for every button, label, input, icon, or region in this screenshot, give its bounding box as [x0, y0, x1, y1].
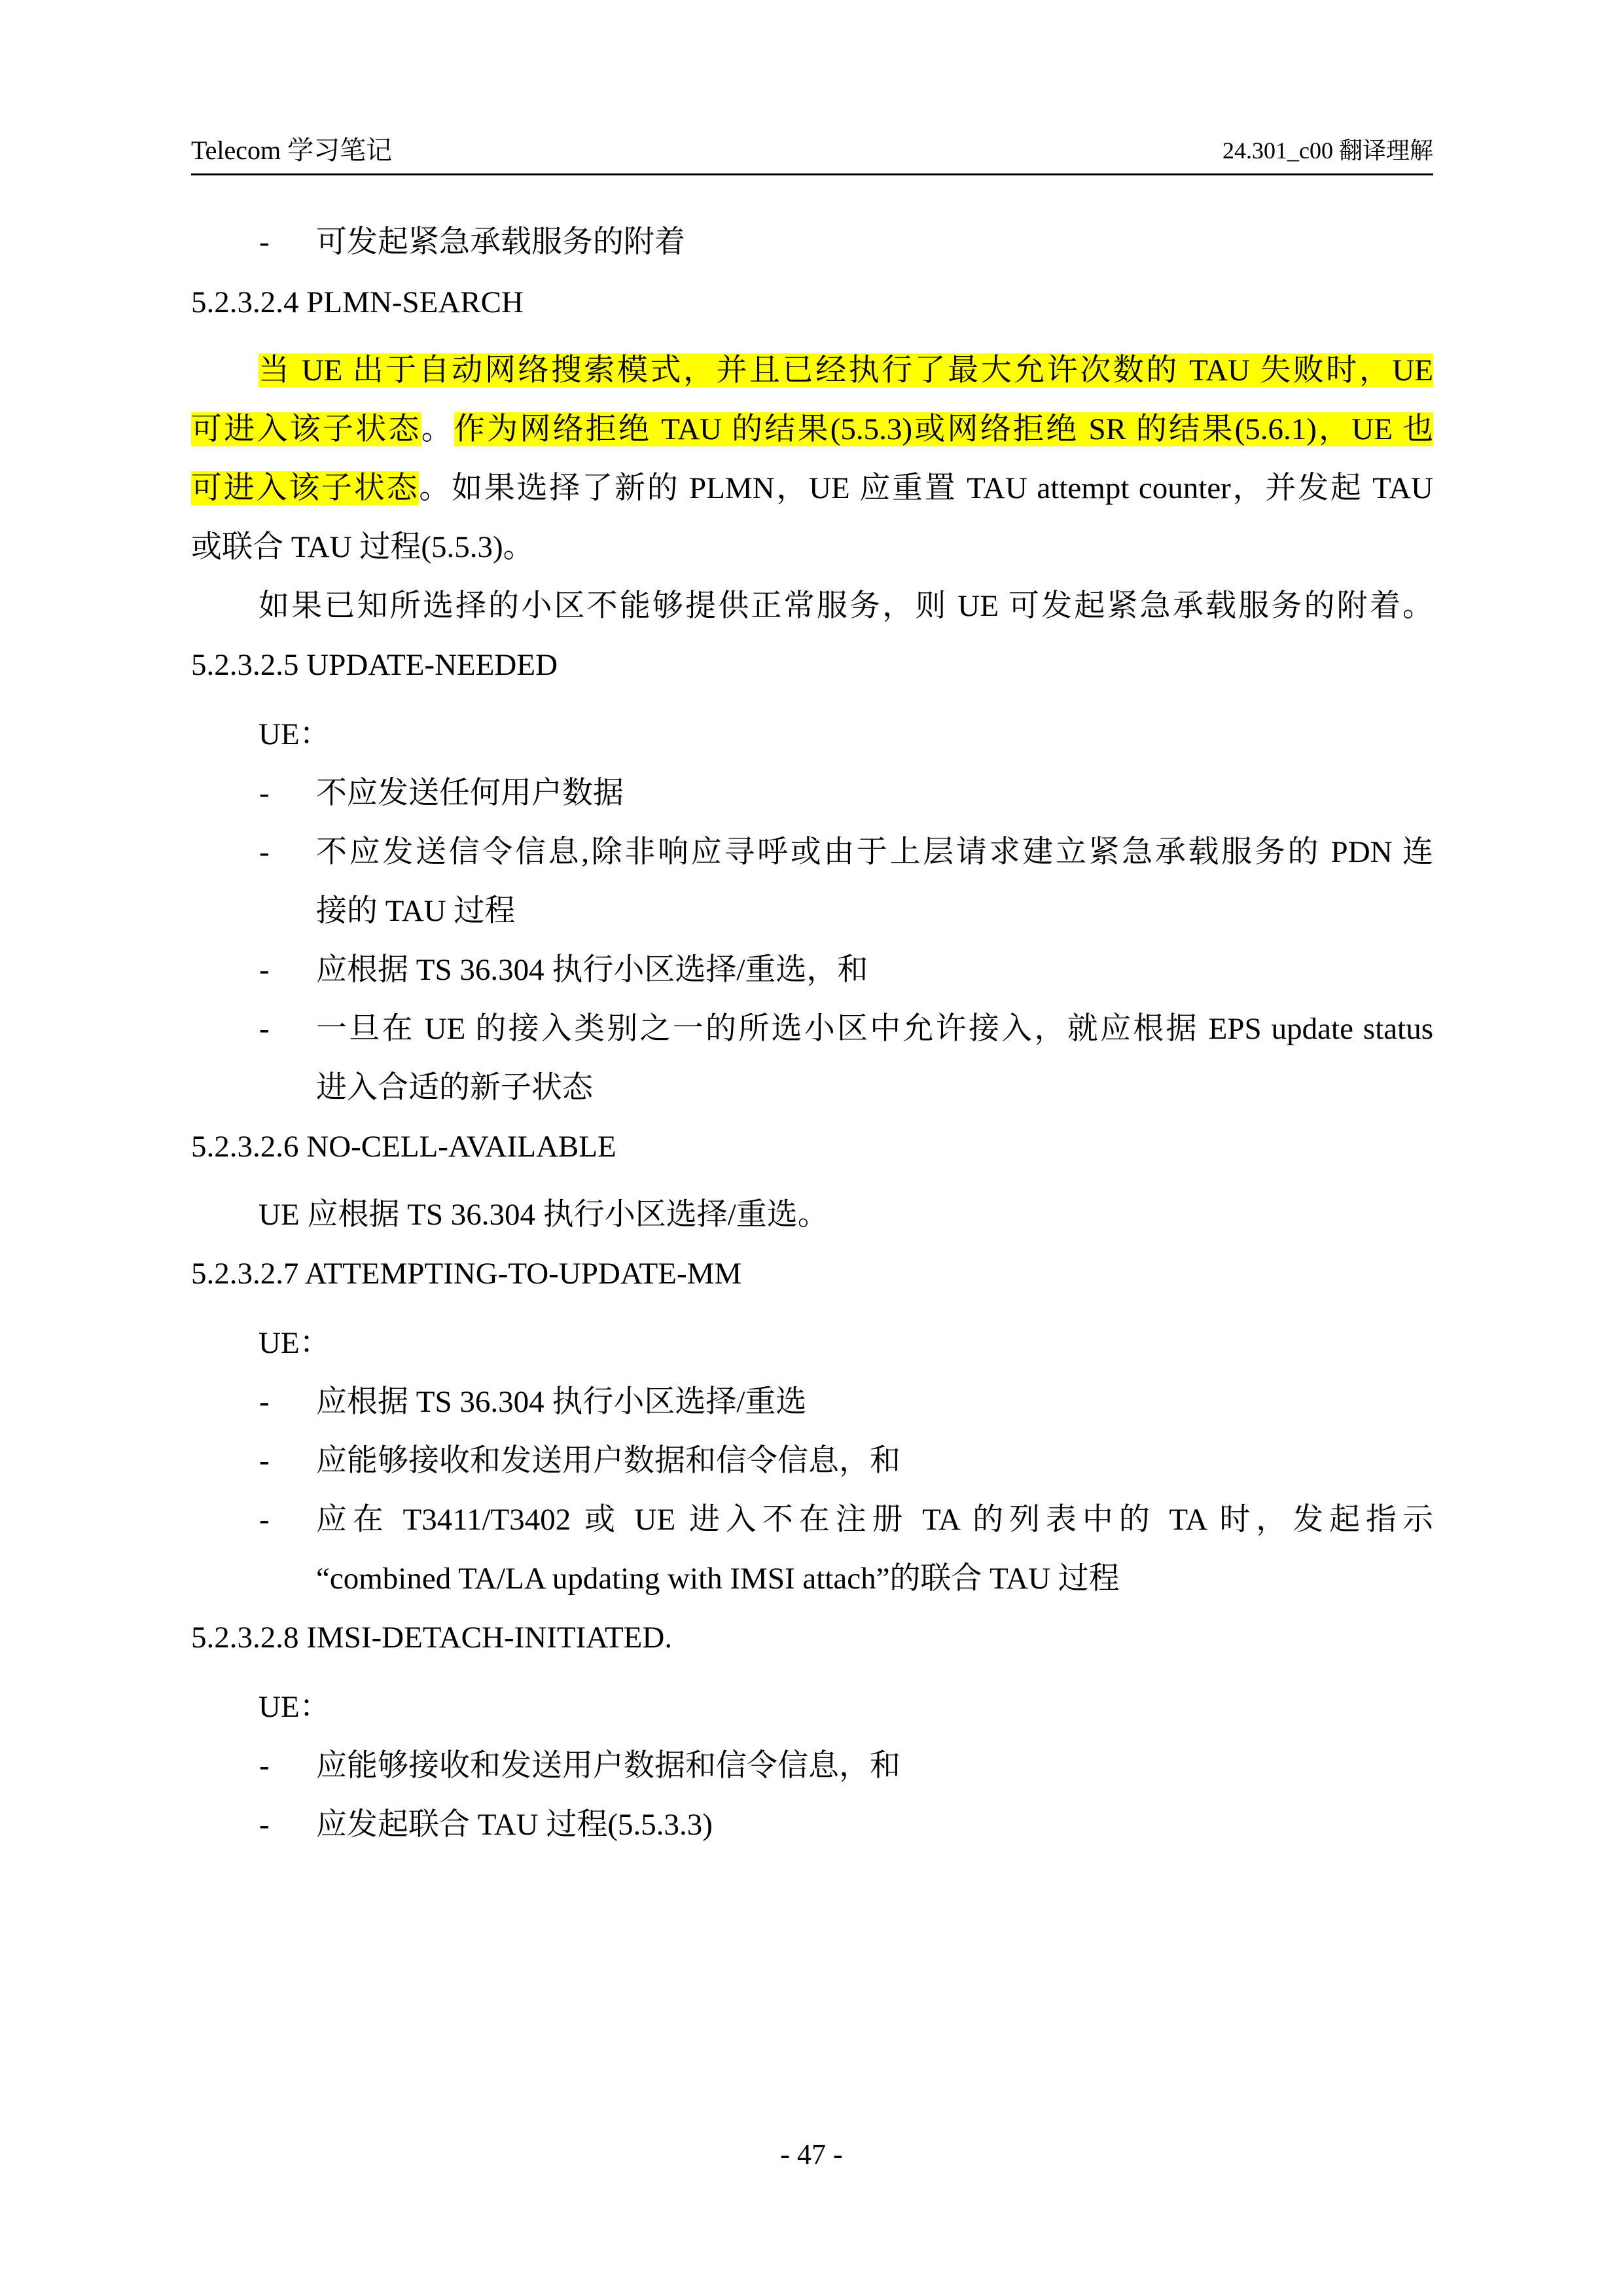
- header-doc-id: 24.301_c00 翻译理解: [1222, 137, 1433, 164]
- bullet-text-continued: 进入合适的新子状态: [316, 1071, 593, 1105]
- paragraph-text: 。: [421, 412, 454, 446]
- paragraph-text: 。如果选择了新的 PLMN，UE 应重置 TAU attempt counter，并发起 TAU: [419, 471, 1433, 505]
- page-number: - 47 -: [780, 2138, 843, 2170]
- bullet-dash: -: [259, 776, 270, 810]
- section-heading-5-2-3-2-6: 5.2.3.2.6 NO-CELL-AVAILABLE: [191, 1130, 616, 1164]
- bullet-dash: -: [259, 1385, 270, 1419]
- section-heading-5-2-3-2-8: 5.2.3.2.8 IMSI-DETACH-INITIATED.: [191, 1621, 673, 1655]
- paragraph-line: 或联合 TAU 过程(5.5.3)。: [191, 530, 534, 564]
- highlighted-text: 作为网络拒绝 TAU 的结果(5.5.3)或网络拒绝 SR 的结果(5.6.1)，UE 也: [454, 412, 1434, 446]
- bullet-text-continued: “combined TA/LA updating with IMSI attach”的联合 TAU 过程: [316, 1562, 1120, 1596]
- paragraph-line: [259, 351, 1433, 390]
- paragraph-line: 如果已知所选择的小区不能够提供正常服务，则 UE 可发起紧急承载服务的附着。: [259, 589, 1433, 623]
- highlighted-text: 可进入该子状态: [191, 471, 419, 505]
- bullet-text: 不应发送信令信息,除非响应寻呼或由于上层请求建立紧急承载服务的 PDN 连: [316, 835, 1433, 869]
- section-heading-5-2-3-2-4: 5.2.3.2.4 PLMN-SEARCH: [191, 285, 524, 319]
- paragraph-line: [191, 410, 1433, 449]
- paragraph-line: [191, 469, 1433, 508]
- bullet-dash: -: [259, 225, 270, 259]
- bullet-dash: -: [259, 953, 270, 987]
- bullet-text: 应发起联合 TAU 过程(5.5.3.3): [316, 1808, 713, 1842]
- ue-label: UE：: [259, 1690, 330, 1724]
- bullet-text: 一旦在 UE 的接入类别之一的所选小区中允许接入，就应根据 EPS update status: [316, 1012, 1433, 1046]
- bullet-dash: -: [259, 835, 270, 869]
- bullet-text: 应能够接收和发送用户数据和信令信息，和: [316, 1749, 901, 1783]
- section-heading-5-2-3-2-5: 5.2.3.2.5 UPDATE-NEEDED: [191, 648, 558, 682]
- ue-label: UE：: [259, 717, 330, 751]
- highlighted-text: 可进入该子状态: [191, 412, 421, 446]
- page-header: [191, 134, 1433, 175]
- bullet-text: 应根据 TS 36.304 执行小区选择/重选: [316, 1385, 807, 1419]
- bullet-text-continued: 接的 TAU 过程: [316, 894, 516, 928]
- bullet-dash: -: [259, 1808, 270, 1842]
- bullet-text: 可发起紧急承载服务的附着: [316, 225, 685, 259]
- bullet-text: 应能够接收和发送用户数据和信令信息，和: [316, 1444, 901, 1478]
- header-title: Telecom 学习笔记: [191, 135, 393, 165]
- ue-label: UE：: [259, 1326, 330, 1360]
- paragraph-line: UE 应根据 TS 36.304 执行小区选择/重选。: [259, 1198, 829, 1232]
- bullet-text: 应根据 TS 36.304 执行小区选择/重选，和: [316, 953, 868, 987]
- bullet-dash: -: [259, 1749, 270, 1783]
- highlighted-text: 当 UE 出于自动网络搜索模式，并且已经执行了最大允许次数的 TAU 失败时，UE: [259, 353, 1433, 387]
- bullet-dash: -: [259, 1503, 270, 1537]
- bullet-dash: -: [259, 1444, 270, 1478]
- bullet-dash: -: [259, 1012, 270, 1046]
- bullet-text: 应在 T3411/T3402 或 UE 进入不在注册 TA 的列表中的 TA 时，发起指示: [316, 1503, 1433, 1537]
- bullet-text: 不应发送任何用户数据: [316, 776, 624, 810]
- section-heading-5-2-3-2-7: 5.2.3.2.7 ATTEMPTING-TO-UPDATE-MM: [191, 1257, 742, 1291]
